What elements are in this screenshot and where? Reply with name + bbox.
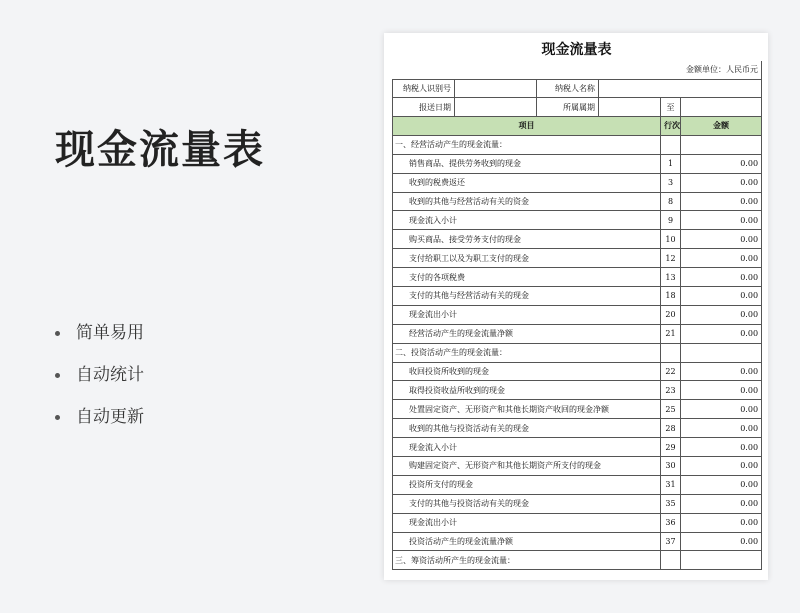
table-row — [393, 287, 762, 306]
spreadsheet-preview — [384, 33, 768, 580]
row-line-number: 1 — [661, 154, 681, 173]
row-amount[interactable]: 0.00 — [681, 305, 762, 324]
table-row — [393, 419, 762, 438]
section-title: 一、经营活动产生的现金流量： — [393, 135, 661, 154]
row-amount[interactable]: 0.00 — [681, 457, 762, 476]
taxpayer-id-label: 纳税人识别号 — [393, 79, 455, 98]
row-line-number: 12 — [661, 249, 681, 268]
section-title: 三、筹资活动所产生的现金流量： — [393, 551, 661, 570]
section-amount-cell — [681, 135, 762, 154]
feature-label: 简单易用 — [76, 323, 144, 343]
table-row — [393, 513, 762, 532]
table-row — [393, 305, 762, 324]
row-amount[interactable]: 0.00 — [681, 475, 762, 494]
row-amount[interactable]: 0.00 — [681, 324, 762, 343]
period-to-label: 至 — [661, 98, 681, 117]
taxpayer-row — [393, 79, 762, 98]
row-line-number: 3 — [661, 173, 681, 192]
row-line-number: 13 — [661, 268, 681, 287]
row-amount[interactable]: 0.00 — [681, 513, 762, 532]
row-amount[interactable]: 0.00 — [681, 419, 762, 438]
section-row — [393, 343, 762, 362]
row-label: 现金流出小计 — [393, 513, 661, 532]
report-date-cell[interactable] — [455, 98, 537, 117]
row-line-number: 18 — [661, 287, 681, 306]
row-label: 现金流入小计 — [393, 438, 661, 457]
section-title: 二、投资活动产生的现金流量： — [393, 343, 661, 362]
section-line-cell — [661, 135, 681, 154]
row-amount[interactable]: 0.00 — [681, 249, 762, 268]
section-row — [393, 551, 762, 570]
column-header-amount: 金额 — [681, 116, 762, 135]
period-label: 所属属期 — [537, 98, 599, 117]
bullet-icon — [55, 373, 60, 378]
section-row — [393, 135, 762, 154]
column-header-row — [393, 116, 762, 135]
row-label: 收到的其他与投资活动有关的现金 — [393, 419, 661, 438]
report-date-label: 报送日期 — [393, 98, 455, 117]
row-label: 现金流出小计 — [393, 305, 661, 324]
taxpayer-name-label: 纳税人名称 — [537, 79, 599, 98]
taxpayer-id-cell[interactable] — [455, 79, 537, 98]
table-row — [393, 457, 762, 476]
hero-title: 现金流量表 — [55, 127, 265, 173]
row-amount[interactable]: 0.00 — [681, 400, 762, 419]
table-row — [393, 173, 762, 192]
row-label: 收到的其他与经营活动有关的资金 — [393, 192, 661, 211]
table-row — [393, 475, 762, 494]
row-line-number: 10 — [661, 230, 681, 249]
column-header-line: 行次 — [661, 116, 681, 135]
table-row — [393, 192, 762, 211]
row-label: 购建固定资产、无形资产和其他长期资产所支付的现金 — [393, 457, 661, 476]
row-amount[interactable]: 0.00 — [681, 532, 762, 551]
feature-label: 自动统计 — [76, 365, 144, 385]
unit-row — [393, 61, 762, 79]
taxpayer-name-cell[interactable] — [599, 79, 762, 98]
row-line-number: 22 — [661, 362, 681, 381]
row-amount[interactable]: 0.00 — [681, 438, 762, 457]
cash-flow-table — [392, 61, 762, 570]
row-amount[interactable]: 0.00 — [681, 154, 762, 173]
row-label: 支付给职工以及为职工支付的现金 — [393, 249, 661, 268]
row-amount[interactable]: 0.00 — [681, 173, 762, 192]
table-row — [393, 381, 762, 400]
row-line-number: 20 — [661, 305, 681, 324]
row-label: 投资所支付的现金 — [393, 475, 661, 494]
row-label: 销售商品、提供劳务收到的现金 — [393, 154, 661, 173]
bullet-icon — [55, 415, 60, 420]
period-start-cell[interactable] — [599, 98, 661, 117]
row-amount[interactable]: 0.00 — [681, 211, 762, 230]
row-label: 处置固定资产、无形资产和其他长期资产收回的现金净额 — [393, 400, 661, 419]
bullet-icon — [55, 331, 60, 336]
section-amount-cell — [681, 551, 762, 570]
table-row — [393, 362, 762, 381]
row-line-number: 8 — [661, 192, 681, 211]
date-row — [393, 98, 762, 117]
table-row — [393, 211, 762, 230]
feature-label: 自动更新 — [76, 407, 144, 427]
period-end-cell[interactable] — [681, 98, 762, 117]
row-amount[interactable]: 0.00 — [681, 287, 762, 306]
row-label: 收回投资所收到的现金 — [393, 362, 661, 381]
section-line-cell — [661, 343, 681, 362]
feature-item — [55, 354, 144, 396]
table-row — [393, 154, 762, 173]
row-line-number: 29 — [661, 438, 681, 457]
row-line-number: 37 — [661, 532, 681, 551]
feature-item — [55, 312, 144, 354]
sheet-title: 现金流量表 — [541, 42, 612, 58]
row-line-number: 31 — [661, 475, 681, 494]
table-row — [393, 230, 762, 249]
row-label: 支付的其他与投资活动有关的现金 — [393, 494, 661, 513]
column-header-item: 项目 — [393, 116, 661, 135]
row-label: 支付的各项税费 — [393, 268, 661, 287]
row-line-number: 23 — [661, 381, 681, 400]
row-label: 购买商品、接受劳务支付的现金 — [393, 230, 661, 249]
table-row — [393, 494, 762, 513]
row-label: 投资活动产生的现金流量净额 — [393, 532, 661, 551]
row-line-number: 30 — [661, 457, 681, 476]
row-line-number: 9 — [661, 211, 681, 230]
row-line-number: 36 — [661, 513, 681, 532]
table-row — [393, 324, 762, 343]
row-line-number: 28 — [661, 419, 681, 438]
feature-item — [55, 396, 144, 438]
row-amount[interactable]: 0.00 — [681, 362, 762, 381]
row-label: 现金流入小计 — [393, 211, 661, 230]
row-line-number: 21 — [661, 324, 681, 343]
row-label: 经营活动产生的现金流量净额 — [393, 324, 661, 343]
row-label: 收到的税费返还 — [393, 173, 661, 192]
table-row — [393, 438, 762, 457]
table-row — [393, 532, 762, 551]
feature-list — [55, 312, 144, 438]
table-row — [393, 268, 762, 287]
table-row — [393, 249, 762, 268]
section-amount-cell — [681, 343, 762, 362]
row-label: 取得投资收益所收到的现金 — [393, 381, 661, 400]
row-line-number: 25 — [661, 400, 681, 419]
table-row — [393, 400, 762, 419]
row-label: 支付的其他与经营活动有关的现金 — [393, 287, 661, 306]
row-amount[interactable]: 0.00 — [681, 268, 762, 287]
row-amount[interactable]: 0.00 — [681, 494, 762, 513]
row-amount[interactable]: 0.00 — [681, 192, 762, 211]
row-amount[interactable]: 0.00 — [681, 230, 762, 249]
row-amount[interactable]: 0.00 — [681, 381, 762, 400]
unit-label: 金额单位：人民币元 — [393, 61, 762, 79]
section-line-cell — [661, 551, 681, 570]
row-line-number: 35 — [661, 494, 681, 513]
